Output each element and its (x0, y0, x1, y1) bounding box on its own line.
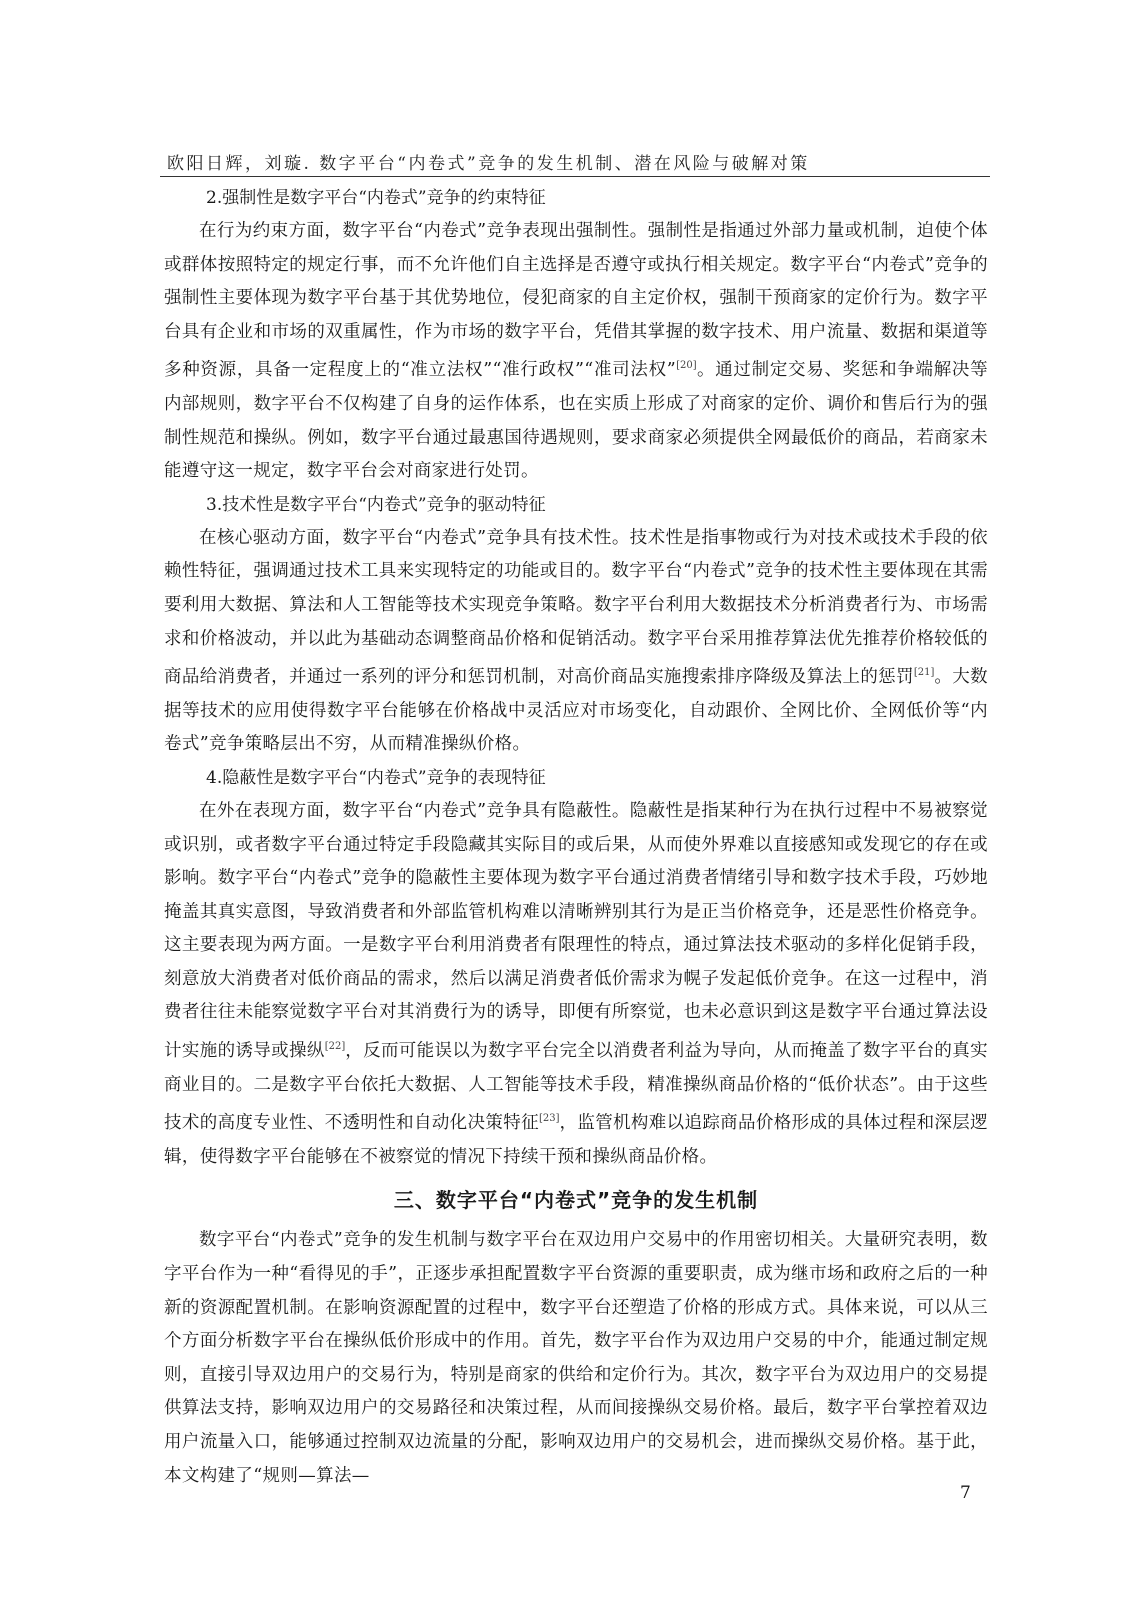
citation-marker: [23] (538, 1113, 560, 1125)
subsection-heading: 2.强制性是数字平台“内卷式”竞争的约束特征 (206, 188, 546, 208)
citation-marker: [20] (676, 360, 697, 372)
paragraph-text: 数字平台“内卷式”竞争的发生机制与数字平台在双边用户交易中的作用密切相关。大量研究表明，数字平台作为一种“看得见的手”，正逐步承担配置数字平台资源的重要职责，成为继市场和政府之后的一种新的资源配置机制。在影响资源配置的过程中，数字平台还塑造了价格的形成方式。具体来说，可以从三个方面分析数字平台在操纵低价形成中的作用。首先，数字平台作为双边用户交易的中介，能通过制定规则，直接引导双边用户的交易行为，特别是商家的供给和定价行为。其次，数字平台为双边用户的交易提供算法支持，影响双边用户的交易路径和决策过程，从而间接操纵交易价格。最后，数字平台掌控着双边用户流量入口，能够通过控制双边流量的分配，影响双边用户的交易机会，进而操纵交易价格。基于此，本文构建了“规则—算法— (164, 1230, 988, 1486)
citation-marker: [21] (913, 667, 935, 679)
paragraph (164, 1224, 988, 1493)
paragraph-text: 在行为约束方面，数字平台“内卷式”竞争表现出强制性。强制性是指通过外部力量或机制，迫使个体或群体按照特定的规定行事，而不允许他们自主选择是否遵守或执行相关规定。数字平台“内卷式”竞争的强制性主要体现为数字平台基于其优势地位，侵犯商家的自主定价权，强制干预商家的定价行为。数字平台具有企业和市场的双重属性，作为市场的数字平台，凭借其掌握的数字技术、用户流量、数据和渠道等多种资源，具备一定程度上的“准立法权”“准行政权”“准司法权” (164, 221, 988, 381)
paragraph-text: 。大数据等技术的应用使得数字平台能够在价格战中灵活应对市场变化，自动跟价、全网比价、全网低价等“内卷式”竞争策略层出不穷，从而精准操纵价格。 (164, 667, 988, 755)
paragraph (164, 522, 988, 762)
paragraph (164, 215, 988, 489)
subsection-heading: 3.技术性是数字平台“内卷式”竞争的驱动特征 (206, 494, 546, 515)
paragraph-text: ，反而可能误以为数字平台完全以消费者利益为导向，从而掩盖了数字平台的真实商业目的。二是数字平台依托大数据、人工智能等技术手段，精准操纵商品价格的“低价状态”。由于这些技术的高度专业性、不透明性和自动化决策特征 (164, 1041, 988, 1134)
paragraph-text: 在核心驱动方面，数字平台“内卷式”竞争具有技术性。技术性是指事物或行为对技术或技术手段的依赖性特征，强调通过技术工具来实现特定的功能或目的。数字平台“内卷式”竞争的技术性主要体现在其需要利用大数据、算法和人工智能等技术实现竞争策略。数字平台利用大数据技术分析消费者行为、市场需求和价格波动，并以此为基础动态调整商品价格和促销活动。数字平台采用推荐算法优先推荐价格较低的商品给消费者，并通过一系列的评分和惩罚机制，对高价商品实施搜索排序降级及算法上的惩罚 (164, 527, 988, 688)
paragraph-text: ，监管机构难以追踪商品价格形成的具体过程和深层逻辑，使得数字平台能够在不被察觉的情况下持续干预和操纵商品价格。 (164, 1113, 988, 1167)
paragraph-text: 在外在表现方面，数字平台“内卷式”竞争具有隐蔽性。隐蔽性是指某种行为在执行过程中不易被察觉或识别，或者数字平台通过特定手段隐藏其实际目的或后果，从而使外界难以直接感知或发现它的存在或影响。数字平台“内卷式”竞争的隐蔽性主要体现为数字平台通过消费者情绪引导和数字技术手段，巧妙地掩盖其真实意图，导致消费者和外部监管机构难以清晰辨别其行为是正当价格竞争，还是恶性价格竞争。这主要表现为两方面。一是数字平台利用消费者有限理性的特点，通过算法技术驱动的多样化促销手段，刻意放大消费者对低价商品的需求，然后以满足消费者低价需求为幌子发起低价竞争。在这一过程中，消费者往往未能察觉数字平台对其消费行为的诱导，即便有所察觉，也未必意识到这是数字平台通过算法设计实施的诱导或操纵 (164, 800, 988, 1062)
section-heading: 三、数字平台“内卷式”竞争的发生机制 (393, 1188, 759, 1213)
header-rule (160, 176, 990, 177)
paragraph-text: 。通过制定交易、奖惩和争端解决等内部规则，数字平台不仅构建了自身的运作体系，也在实质上形成了对商家的定价、调价和售后行为的强制性规范和操纵。例如，数字平台通过最惠国待遇规则，要求商家必须提供全网最低价的商品，若商家未能遵守这一规定，数字平台会对商家进行处罚。 (164, 360, 988, 482)
subsection-heading: 4.隐蔽性是数字平台“内卷式”竞争的表现特征 (206, 767, 546, 788)
page-number: 7 (960, 1483, 971, 1503)
citation-marker: [22] (324, 1041, 346, 1053)
body-text (164, 182, 988, 1493)
paragraph (164, 795, 988, 1175)
running-head: 欧阳日辉，刘璇. 数字平台“内卷式”竞争的发生机制、潜在风险与破解对策 (167, 154, 810, 174)
